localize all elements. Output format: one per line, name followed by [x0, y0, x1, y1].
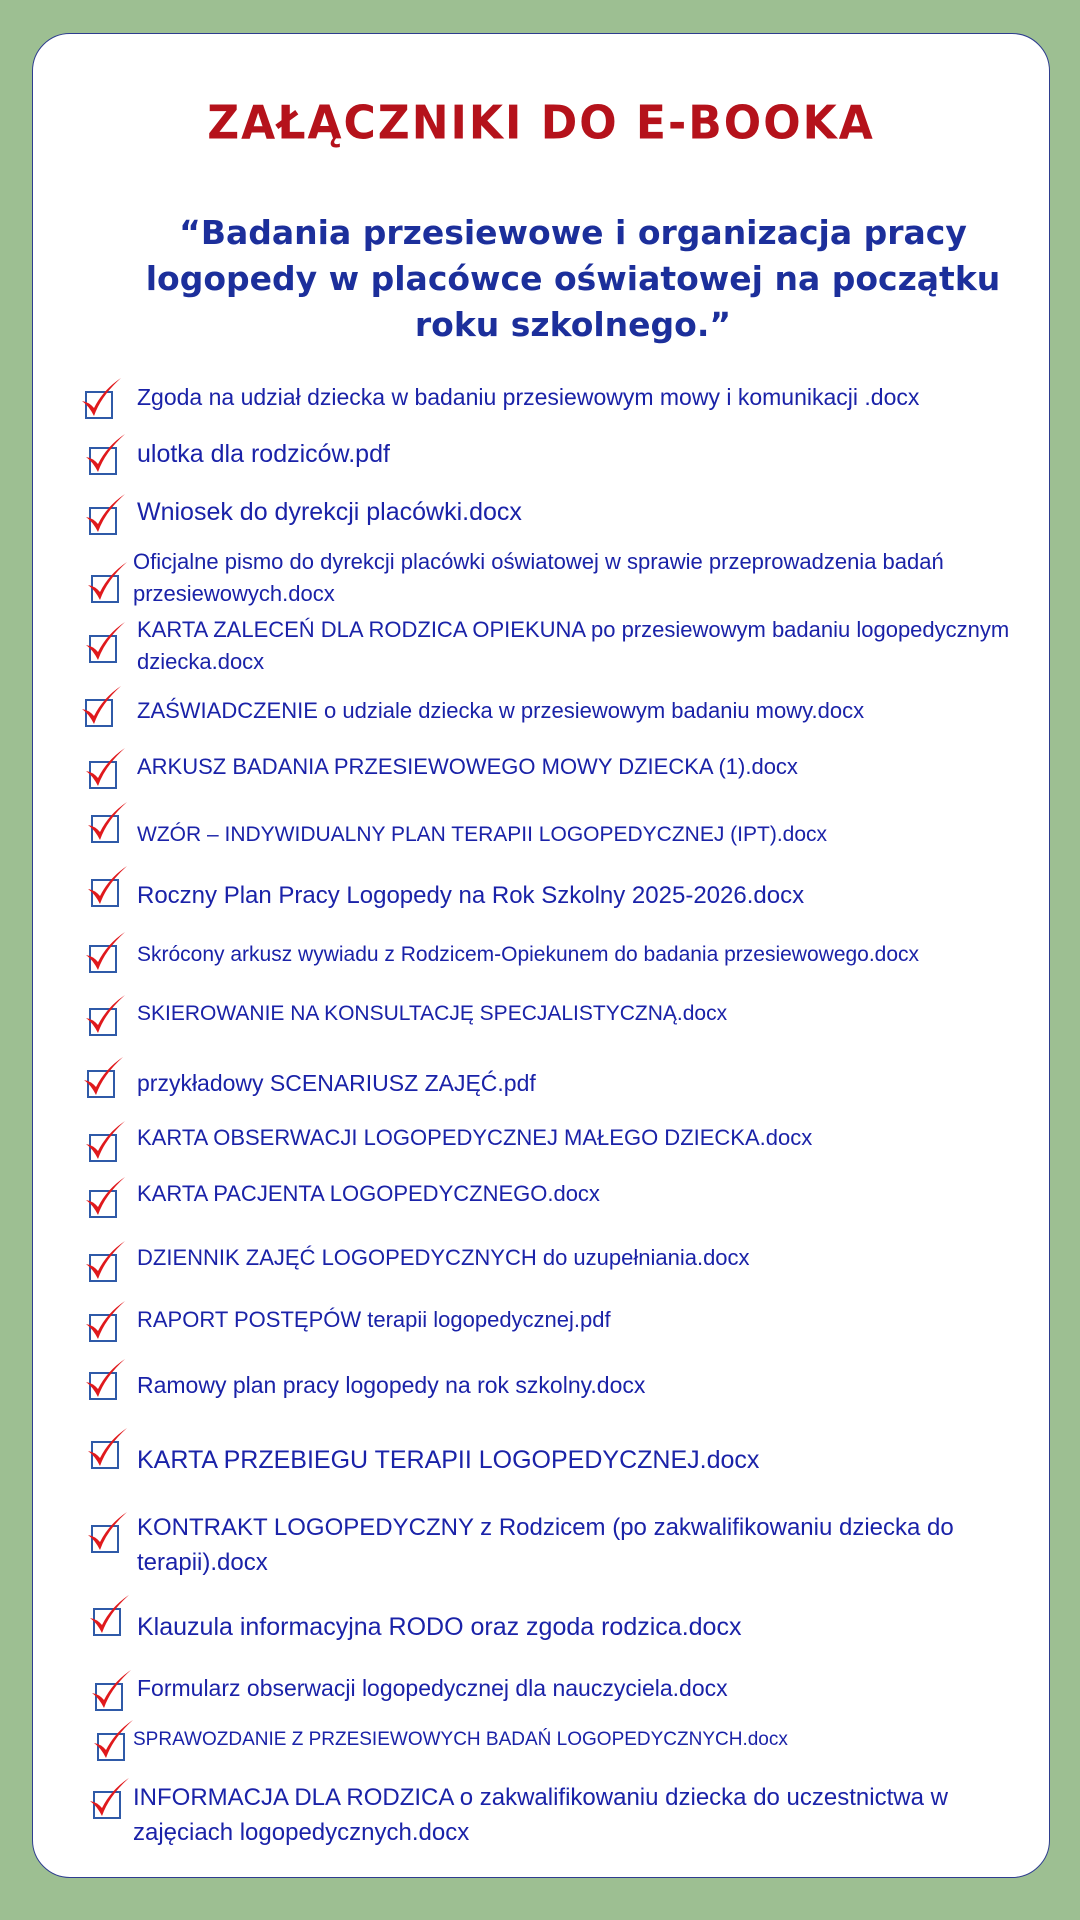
checked-checkbox-icon — [85, 1426, 129, 1472]
checked-checkbox-icon — [83, 432, 127, 478]
checked-checkbox-icon — [83, 1175, 127, 1221]
checked-checkbox-icon — [89, 1668, 133, 1714]
attachment-item: DZIENNIK ZAJĘĆ LOGOPEDYCZNYCH do uzupełniania.docx — [137, 1245, 750, 1270]
checked-checkbox-icon — [83, 1299, 127, 1345]
attachment-item: KARTA OBSERWACJI LOGOPEDYCZNEJ MAŁEGO DZIECKA.docx — [137, 1125, 813, 1150]
checked-checkbox-icon — [85, 560, 129, 606]
attachment-item: SPRAWOZDANIE Z PRZESIEWOWYCH BADAŃ LOGOPEDYCZNYCH.docx — [133, 1729, 788, 1750]
attachment-item: INFORMACJA DLA RODZICA o zakwalifikowaniu dziecka do uczestnictwa w zajęciach logopedycznych.docx — [133, 1784, 948, 1846]
attachment-item: KARTA PACJENTA LOGOPEDYCZNEGO.docx — [137, 1181, 600, 1206]
checked-checkbox-icon — [85, 800, 129, 846]
attachment-item: Ramowy plan pracy logopedy na rok szkolny.docx — [137, 1372, 646, 1398]
attachment-item: Roczny Plan Pracy Logopedy na Rok Szkolny 2025-2026.docx — [137, 882, 805, 909]
attachment-item: ARKUSZ BADANIA PRZESIEWOWEGO MOWY DZIECKA (1).docx — [137, 754, 798, 779]
checked-checkbox-icon — [85, 864, 129, 910]
attachment-item: ZAŚWIADCZENIE o udziale dziecka w przesiewowym badaniu mowy.docx — [137, 698, 865, 723]
checked-checkbox-icon — [87, 1776, 131, 1822]
attachment-item: WZÓR – INDYWIDUALNY PLAN TERAPII LOGOPEDYCZNEJ (IPT).docx — [137, 823, 828, 846]
checked-checkbox-icon — [83, 620, 127, 666]
attachment-item: Oficjalne pismo do dyrekcji placówki oświatowej w sprawie przeprowadzenia badań przesiewowych.docx — [133, 549, 944, 606]
attachment-item: Zgoda na udział dziecka w badaniu przesiewowym mowy i komunikacji .docx — [137, 384, 920, 410]
checked-checkbox-icon — [83, 930, 127, 976]
attachment-item: Wniosek do dyrekcji placówki.docx — [137, 498, 522, 526]
checked-checkbox-icon — [91, 1718, 135, 1764]
attachment-item: KARTA ZALECEŃ DLA RODZICA OPIEKUNA po przesiewowym badaniu logopedycznym dziecka.docx — [137, 617, 1010, 674]
checked-checkbox-icon — [87, 1593, 131, 1639]
attachment-item: przykładowy SCENARIUSZ ZAJĘĆ.pdf — [137, 1070, 536, 1096]
checked-checkbox-icon — [81, 1055, 125, 1101]
page-title: ZAŁĄCZNIKI DO E-BOOKA — [207, 96, 875, 151]
checked-checkbox-icon — [83, 1357, 127, 1403]
attachment-item: Klauzula informacyjna RODO oraz zgoda rodzica.docx — [137, 1613, 742, 1641]
attachment-item: KARTA PRZEBIEGU TERAPII LOGOPEDYCZNEJ.docx — [137, 1446, 760, 1474]
checked-checkbox-icon — [79, 376, 123, 422]
checked-checkbox-icon — [79, 684, 123, 730]
checked-checkbox-icon — [83, 492, 127, 538]
checked-checkbox-icon — [85, 1510, 129, 1556]
checked-checkbox-icon — [83, 993, 127, 1039]
checked-checkbox-icon — [83, 1239, 127, 1285]
ebook-subtitle: “Badania przesiewowe i organizacja pracy logopedy w placówce oświatowej na początku roku szkolnego.” — [145, 213, 1001, 344]
attachment-item: SKIEROWANIE NA KONSULTACJĘ SPECJALISTYCZNĄ.docx — [137, 1002, 728, 1025]
attachment-item: Formularz obserwacji logopedycznej dla nauczyciela.docx — [137, 1675, 728, 1701]
attachment-item: Skrócony arkusz wywiadu z Rodzicem-Opiekunem do badania przesiewowego.docx — [137, 943, 920, 966]
checked-checkbox-icon — [83, 746, 127, 792]
attachments-card — [32, 33, 1050, 1878]
attachment-item: RAPORT POSTĘPÓW terapii logopedycznej.pdf — [137, 1307, 611, 1332]
checked-checkbox-icon — [83, 1119, 127, 1165]
attachment-item: ulotka dla rodziców.pdf — [137, 440, 390, 468]
attachment-item: KONTRAKT LOGOPEDYCZNY z Rodzicem (po zakwalifikowaniu dziecka do terapii).docx — [137, 1514, 954, 1576]
